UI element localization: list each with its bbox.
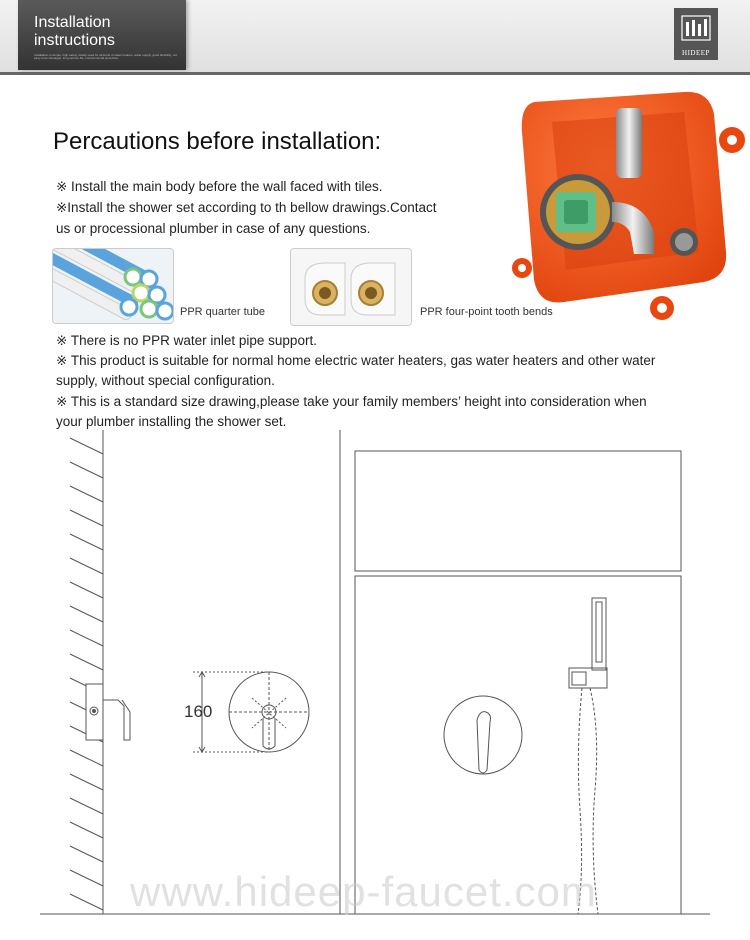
section-heading: Percautions before installation: — [53, 128, 382, 155]
ppr-tube-photo — [52, 248, 174, 324]
page-header — [0, 0, 750, 75]
brand-logo — [674, 8, 718, 60]
wall-hatch-line — [70, 582, 103, 598]
ppr-tube-image — [53, 249, 173, 323]
note-line-8: your plumber installing the shower set. — [56, 414, 287, 429]
installation-drawing — [0, 430, 750, 920]
wall-hatch-line — [70, 846, 103, 862]
wall-hatch-line — [70, 822, 103, 838]
ppr-bend-label: PPR four-point tooth bends — [420, 306, 553, 318]
header-fine-print: Installation is simple, high safety, widely used for all kinds of water heaters, water supply, good flexibility, not easy to be damaged, long service life, environmental protection. — [34, 54, 177, 60]
ppr-bend-photo — [290, 248, 412, 326]
wall-hatch-line — [70, 798, 103, 814]
watermark: www.hideep-faucet.com — [130, 868, 597, 915]
wall-hatch-line — [70, 438, 103, 454]
note-line-4: ※ There is no PPR water inlet pipe support. — [56, 333, 317, 348]
note-line-5: ※ This product is suitable for normal home electric water heaters, gas water heaters and other water — [56, 353, 656, 368]
wall-hatch-line — [70, 534, 103, 550]
wall-hatch-line — [70, 654, 103, 670]
ppr-tube-label: PPR quarter tube — [180, 306, 265, 318]
wall-hatch-line — [70, 558, 103, 574]
logo-mark-icon — [680, 14, 712, 44]
wall-hatch-line — [70, 894, 103, 910]
wall-hatch-line — [70, 486, 103, 502]
wall-hatch-line — [70, 630, 103, 646]
note-line-3: us or processional plumber in case of any questions. — [56, 221, 371, 236]
shower-wall-view — [340, 430, 681, 914]
wall-hatch-line — [70, 774, 103, 790]
wall-section — [40, 430, 710, 914]
mounting-box-photo — [494, 82, 748, 332]
note-line-7: ※ This is a standard size drawing,please take your family members’ height into consideration when — [56, 394, 647, 409]
wall-hatch-line — [70, 606, 103, 622]
header-title: Installation instructions — [34, 14, 115, 49]
note-line-2: ※Install the shower set according to th bellow drawings.Contact — [56, 200, 437, 215]
ppr-bend-image — [291, 249, 411, 325]
note-line-1: ※ Install the main body before the wall faced with tiles. — [56, 179, 383, 194]
header-tab — [18, 0, 186, 70]
wall-hatch-line — [70, 870, 103, 886]
logo-text: HIDEEP — [682, 49, 710, 57]
dimension-label: 160 — [184, 702, 213, 721]
note-line-6: supply, without special configuration. — [56, 373, 275, 388]
wall-hatch-line — [70, 750, 103, 766]
wall-hatch-line — [70, 510, 103, 526]
wall-hatch-line — [70, 462, 103, 478]
